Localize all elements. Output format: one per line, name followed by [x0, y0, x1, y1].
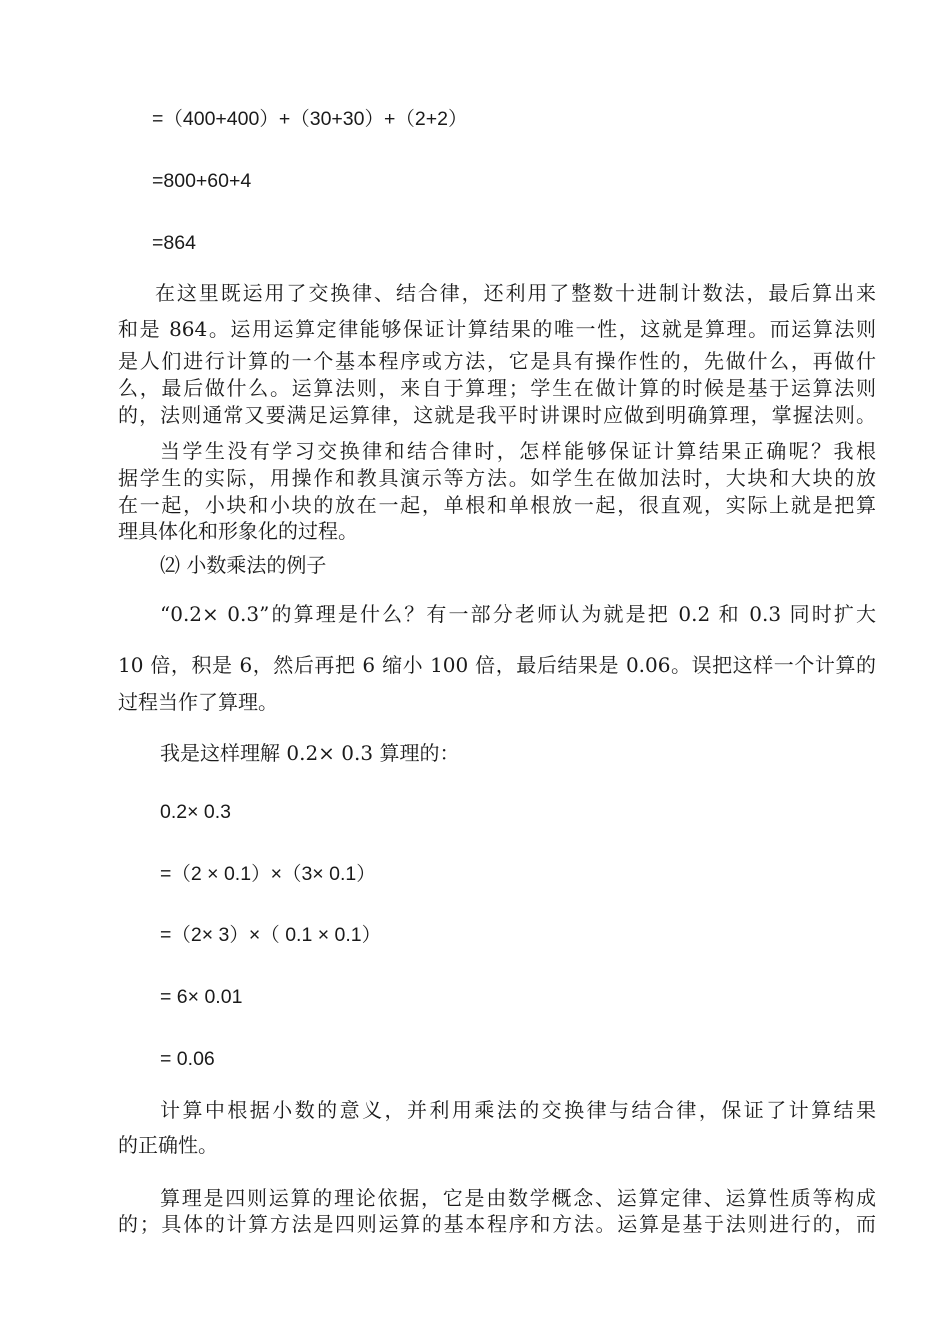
calc-line: = 6× 0.01 — [160, 986, 243, 1008]
paragraph-line: 的正确性。 — [118, 1133, 218, 1157]
paragraph-line: 当学生没有学习交换律和结合律时，怎样能够保证计算结果正确呢？我根 — [160, 439, 876, 463]
calc-line: 0.2× 0.3 — [160, 801, 232, 823]
calc-line: =864 — [152, 232, 196, 254]
calc-line: =（2× 3）×（ 0.1 × 0.1） — [160, 924, 382, 946]
paragraph-line: 么，最后做什么。运算法则，来自于算理；学生在做计算的时候是基于运算法则 — [118, 376, 876, 400]
paragraph-line: 10 倍，积是 6，然后再把 6 缩小 100 倍，最后结果是 0.06。误把这样一个计算的 — [118, 653, 876, 677]
paragraph-line: 理具体化和形象化的过程。 — [118, 519, 358, 543]
paragraph-line: 和是 864。运用运算定律能够保证计算结果的唯一性，这就是算理。而运算法则 — [118, 317, 876, 341]
calc-line: =（400+400）+（30+30）+（2+2） — [152, 108, 468, 130]
paragraph-line: 的，法则通常又要满足运算律，这就是我平时讲课时应做到明确算理，掌握法则。 — [118, 403, 876, 427]
paragraph-line: 据学生的实际，用操作和教具演示等方法。如学生在做加法时，大块和大块的放 — [118, 466, 876, 490]
paragraph-line: 的；具体的计算方法是四则运算的基本程序和方法。运算是基于法则进行的，而 — [118, 1212, 876, 1236]
paragraph-line: “0.2× 0.3”的算理是什么？有一部分老师认为就是把 0.2 和 0.3 同时扩大 — [160, 602, 876, 626]
paragraph-line: 我是这样理解 0.2× 0.3 算理的： — [160, 741, 460, 765]
paragraph-line: 在一起，小块和小块的放在一起，单根和单根放一起，很直观，实际上就是把算 — [118, 493, 876, 517]
paragraph-line: 在这里既运用了交换律、结合律，还利用了整数十进制计数法，最后算出来 — [155, 281, 876, 305]
calc-line: =（2 × 0.1）×（3× 0.1） — [160, 863, 376, 885]
calc-line: =800+60+4 — [152, 170, 252, 192]
section-heading: ⑵ 小数乘法的例子 — [160, 553, 327, 577]
paragraph-line: 算理是四则运算的理论依据，它是由数学概念、运算定律、运算性质等构成 — [160, 1186, 876, 1210]
paragraph-line: 过程当作了算理。 — [118, 690, 278, 714]
calc-line: = 0.06 — [160, 1048, 215, 1070]
paragraph-line: 计算中根据小数的意义，并利用乘法的交换律与结合律，保证了计算结果 — [160, 1098, 876, 1122]
paragraph-line: 是人们进行计算的一个基本程序或方法，它是具有操作性的，先做什么，再做什 — [118, 349, 876, 373]
